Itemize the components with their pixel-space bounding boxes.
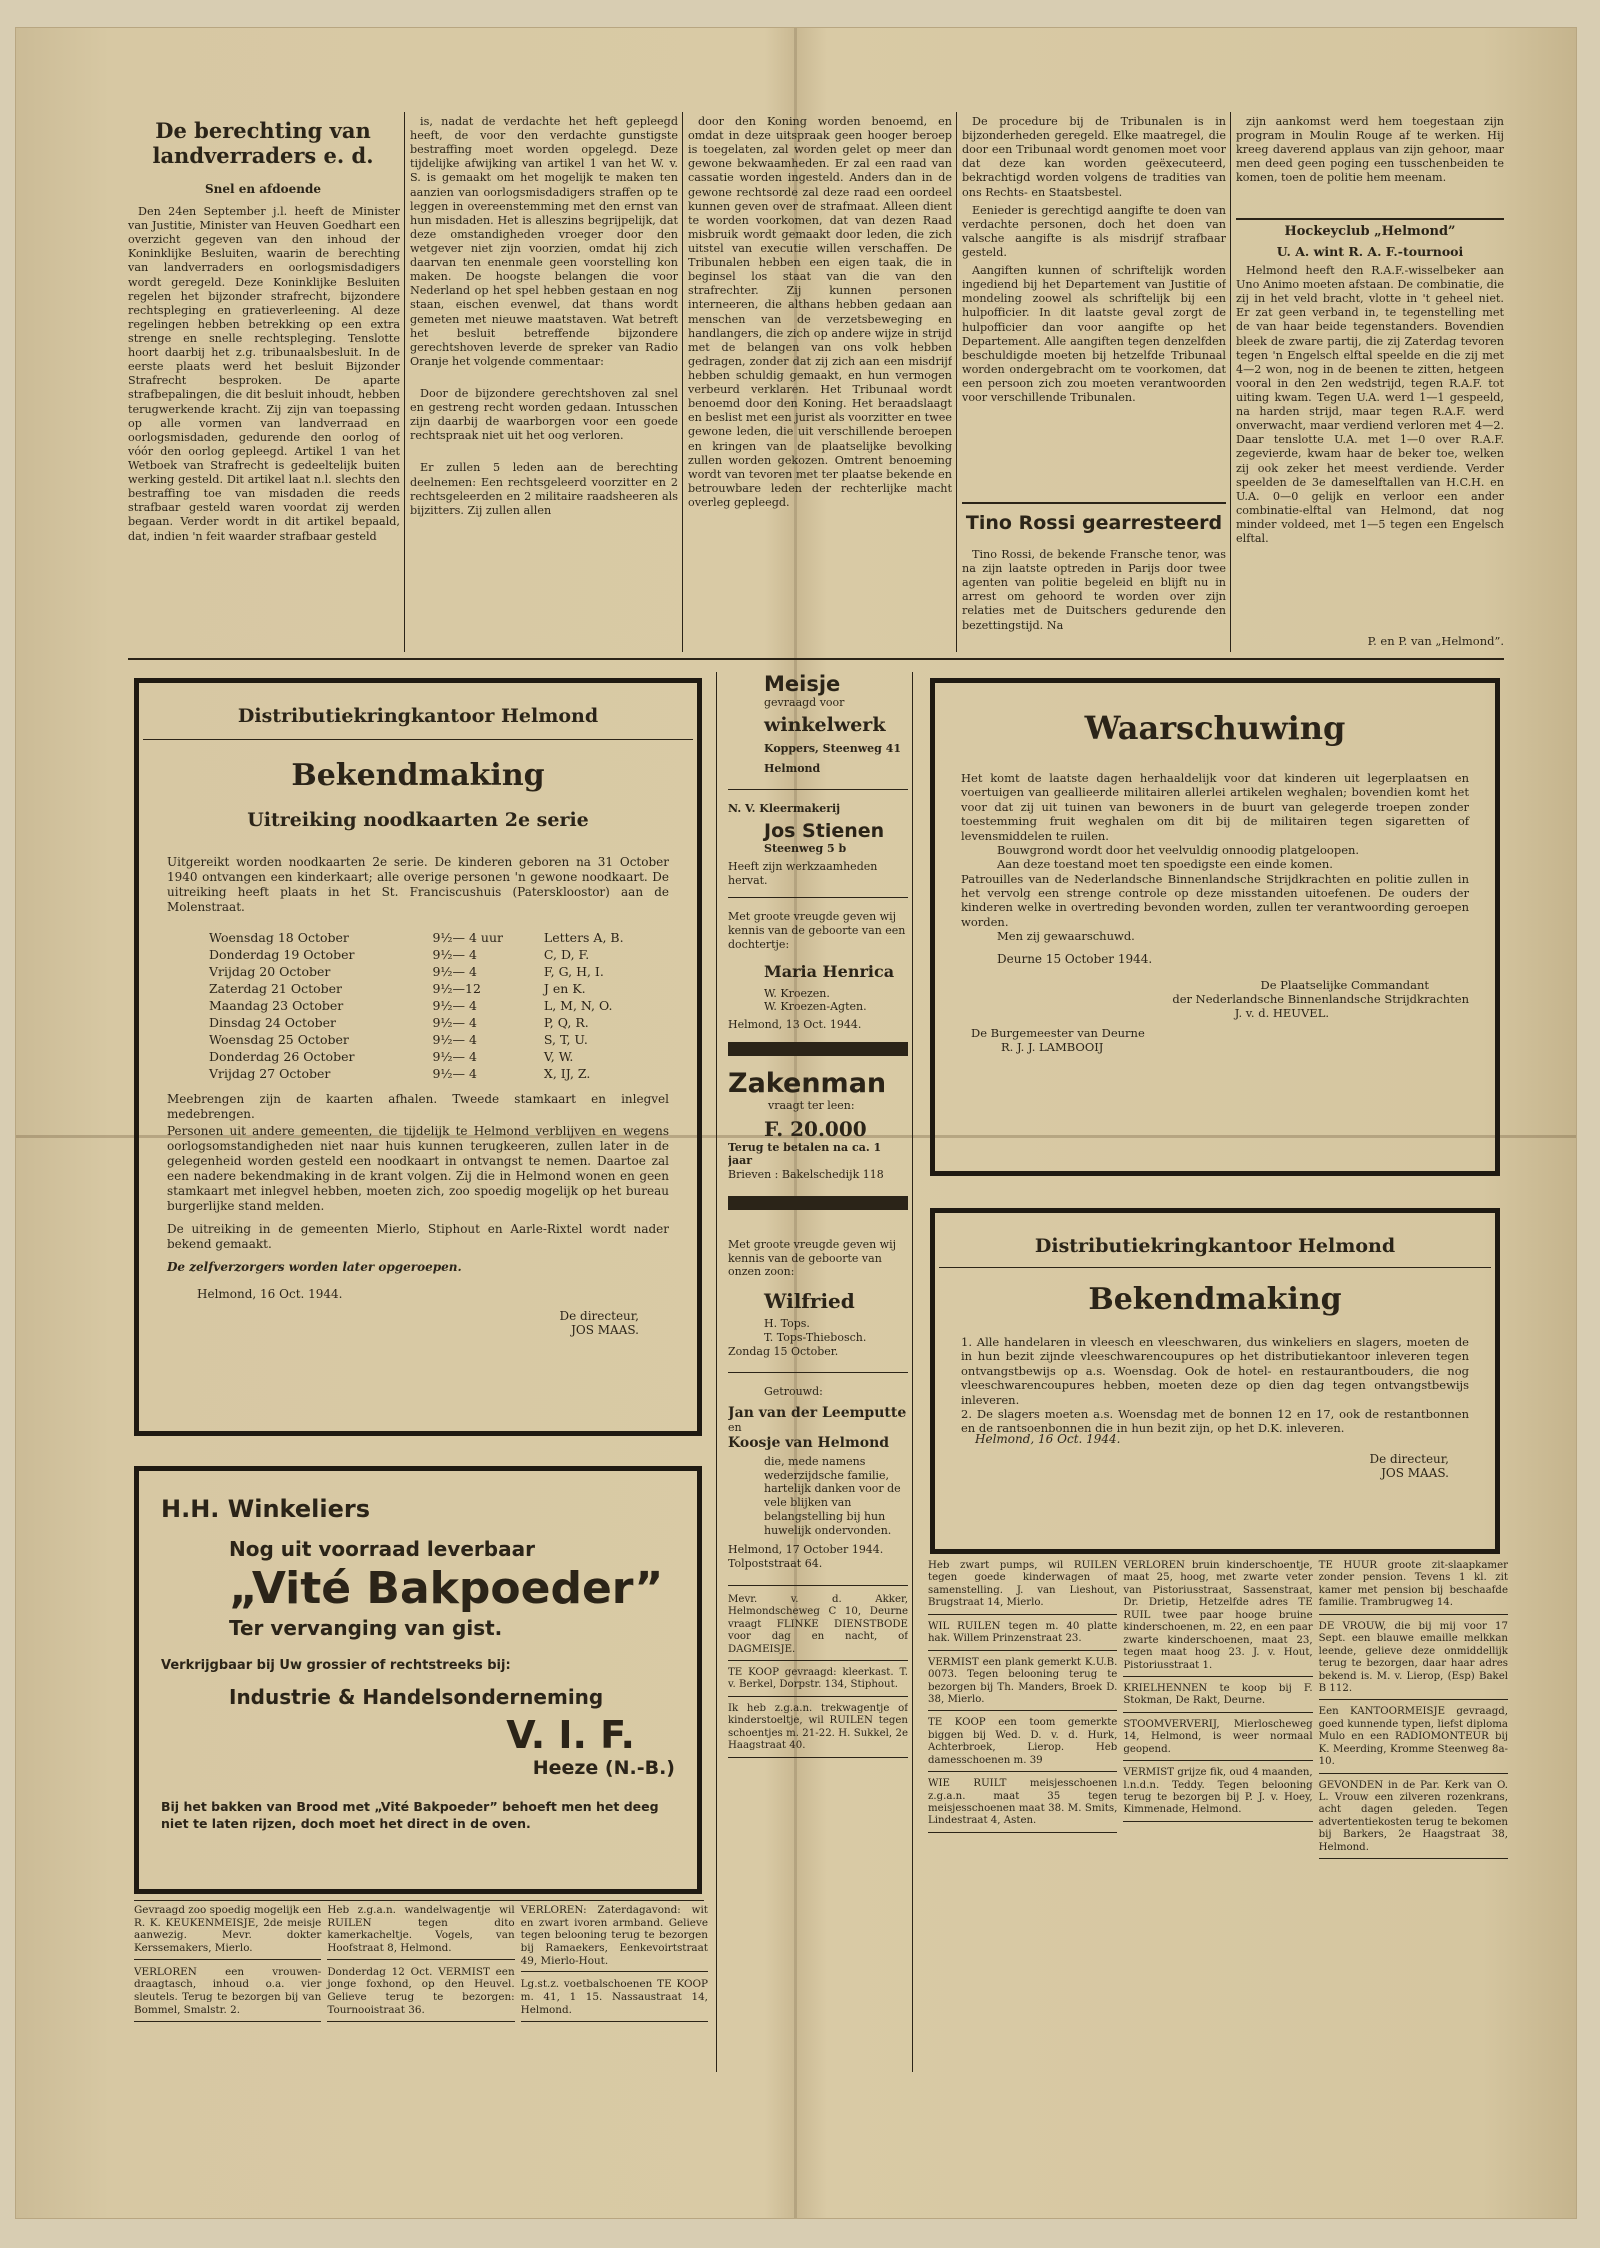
birth2-date: Zondag 15 October.	[728, 1344, 839, 1358]
meisje-sub: gevraagd voor	[764, 696, 845, 709]
director-title: De directeur,	[559, 1309, 639, 1323]
schedule-time: 9½— 4	[432, 964, 477, 979]
baking-note: Bij het bakken van Brood met „Vité Bakpoeder” behoeft men het deeg niet te laten rijzen, doch moet het direct in de oven.	[161, 1799, 659, 1831]
schedule-day: Maandag 23 October	[209, 998, 344, 1013]
schedule-row	[207, 997, 667, 1014]
schedule-day: Zaterdag 21 October	[209, 981, 343, 996]
schedule-time: 9½— 4	[432, 998, 477, 1013]
classified-ad: STOOMVERVERIJ, Mierloscheweg 14, Helmond, is weer normaal geopend.	[1123, 1719, 1312, 1761]
schedule-time: 9½— 4	[432, 1015, 477, 1030]
tribunalen-article: De procedure bij de Tribunalen is in bijzonderheden geregeld. Elke maatregel, die door een Tribunaal wordt genomen moet voor dat deze kan worden geëxecuteerd, bekrachtigd worden volgens de tradities van ons Rechts- en Staatsbestel. Eenieder is gerechtigd aangifte te doen van verdachte personen, doch het doen van valsche aangifte is als misdrijf strafbaar gesteld. Aangiften kunnen of schriftelijk worden ingediend bij het Departement van Justitie of mondeling zoowel als schriftelijk bij een hulpofficier. In dit laatste geval zorgt de hulpofficier dan voor aangifte op het Departement. Alle aangiften tegen denzelfden beschuldigde moeten bij hetzelfde Tribunaal worden ondergebracht om te voorkomen, dat een persoon zich zou moeten verantwoorden voor verschillende Tribunalen.	[962, 115, 1226, 405]
black-bar	[728, 1196, 908, 1210]
small-ads-right	[928, 1560, 1508, 2070]
meisje-city: Helmond	[764, 761, 821, 775]
schedule-day: Dinsdag 24 October	[209, 1015, 336, 1030]
column-rule	[956, 112, 957, 652]
office-name: Distributiekringkantoor Helmond	[1034, 1235, 1396, 1257]
black-bar	[728, 1042, 908, 1056]
bekendmaking-intro: Uitgereikt worden noodkaarten 2e serie. De kinderen geboren na 31 October 1940 ontvangen een kinderkaart; alle overige personen 'n gewone noodkaart. De uitreiking heeft plaats in het St. Franciscushuis (Paterskloostor) aan de Molenstraat.	[167, 855, 669, 914]
mayor-name: R. J. J. LAMBOOIJ	[1001, 1039, 1104, 1054]
schedule-letters: C, D, F.	[543, 947, 590, 962]
article-divider	[1236, 218, 1504, 220]
schedule-letters: P, Q, R.	[543, 1015, 589, 1030]
wedding-bride: Koosje van Helmond	[728, 1434, 890, 1451]
classified-ad: WIL RUILEN tegen m. 40 platte hak. Willem Prinzenstraat 23.	[928, 1621, 1117, 1651]
schedule-time: 9½— 4 uur	[432, 930, 504, 945]
hockey-headline: U. A. wint R. A. F.-tournooi	[1276, 244, 1464, 259]
bekendmaking-vleeschwaren	[930, 1208, 1500, 1554]
wedding-en: en	[728, 1421, 742, 1434]
meisje-address: Koppers, Steenweg 41	[764, 741, 902, 755]
middle-small-ads	[728, 1594, 908, 1758]
schedule-row	[207, 1031, 667, 1048]
schedule-time: 9½— 4	[432, 1049, 477, 1064]
commander-org: der Nederlandsche Binnenlandsche Strijdkrachten	[1172, 991, 1469, 1006]
article-title: De berechting van landverraders e. d.	[152, 118, 374, 169]
schedule-day: Donderdag 19 October	[209, 947, 355, 962]
schedule-time: 9½—12	[432, 981, 481, 996]
divider	[939, 1267, 1491, 1268]
schedule-letters: X, IJ, Z.	[543, 1066, 591, 1081]
waarschuwing-title: Waarschuwing	[1084, 709, 1346, 747]
director-name: JOS MAAS.	[1381, 1465, 1449, 1480]
birth1-intro: Met groote vreugde geven wij kennis van de geboorte van een dochtertje:	[728, 910, 906, 951]
classified-ad: Ik heb z.g.a.n. trekwagentje of kinderstoeltje, wil RUILEN tegen schoentjes m. 21-22. H. Sukkel, 2e Haagstraat 40.	[728, 1703, 908, 1758]
mayor-title: De Burgemeester van Deurne	[971, 1025, 1145, 1040]
warning-paragraph-4: Patrouilles van de Nederlandsche Binnenlandsche Strijdkrachten en politie zullen in het vervolg een strenge controle op deze misstanden uitoefenen. De ouders der kinderen welke in overtreding bevonden worden, zullen ter verantwoording geroepen worden.	[961, 871, 1469, 929]
column-rule	[1230, 112, 1231, 652]
classified-ad: VERMIST grijze fik, oud 4 maanden, l.n.d.n. Teddy. Tegen belooning terug te bezorgen bij P. J. v. Hoey, Kimmenade, Helmond.	[1123, 1767, 1312, 1822]
column-rule	[912, 672, 913, 2072]
product-name: „Vité Bakpoeder”	[229, 1563, 664, 1614]
schedule-row	[207, 929, 667, 946]
birth2-parent-1: H. Tops.	[764, 1317, 810, 1330]
small-ads-left	[134, 1904, 708, 2064]
hockey-intro: zijn aankomst werd hem toegestaan zijn program in Moulin Rouge af te werken. Hij kreeg daverend applaus van zijn gehoor, maar men deed geen poging een tusschenbeiden te komen, toen de politie hem meenam.	[1236, 115, 1504, 185]
ads-divider	[134, 1900, 704, 1901]
berechting-col-2: is, nadat de verdachte het heft gepleegd heeft, de voor den verdachte gunstigste bestraffing moet worden opgelegd. Deze tijdelijke afwijking van artikel 1 van het W. v. S. is gemaakt om het mogelijk te maken ten aanzien van oorlogsmisdadigers straffen op te leggen in overeenstemming met den ernst van hun misdaden. Het is alleszins begrijpelijk, dat deze omstandigheden vroeger door den wetgever niet zijn voorzien, omdat hij zich daarvan ten enenmale geen voorstelling kon maken. De hoogste belangen die voor Nederland op het spel hebben gestaan en nog staan, eischen evenwel, dat thans wordt gemeten met nieuwe maatstaven. Wat betreft het besluit betreffende bijzondere gerechtshoven leverde de spreker van Radio Oranje het volgende commentaar: Door de bijzondere gerechtshoven zal snel en gestreng recht worden gedaan. Intusschen zijn daarbij de waarborgen voor een goede rechtspraak niet uit het oog verloren. Er zullen 5 leden aan de berechting deelnemen: Een rechtsgeleerd voorzitter en 2 rechtsgeleerden en 2 militaire raadsheeren als bijzitters. Zij zullen allen	[410, 115, 678, 517]
article-divider	[962, 502, 1226, 504]
classified-ad: Heb zwart pumps, wil RUILEN tegen goede kinderwagen of samenstelling. J. van Lieshout, Brugstraat 14, Mierlo.	[928, 1560, 1117, 1615]
classified-ad: GEVONDEN in de Par. Kerk van O. L. Vrouw een zilveren rozenkrans, acht dagen geleden. Tegen advertentiekosten terug te bekomen bij Barkers, 2e Haagstraat 38, Helmond.	[1319, 1780, 1508, 1860]
birth1-name: Maria Henrica	[764, 961, 895, 981]
ads-column	[1319, 1560, 1508, 1865]
selfsupply-notice: De zelfverzorgers worden later opgeroepen.	[167, 1260, 462, 1274]
notice-paragraph-1: 1. Alle handelaren in vleesch en vleeschwaren, dus winkeliers en slagers, moeten de in hun bezit zijnde vleeschwarencoupures op het distributiekantoor inleveren tegen ontvangstbewijs op a.s. Woensdag. Ook de hotel- en restaurantbouders, die nog vleeschwarencoupures hebben, moeten deze op dien dag tegen ontvangstbewijs inleveren.	[961, 1335, 1469, 1407]
hockey-article: Helmond heeft den R.A.F.-wisselbeker aan Uno Animo moeten afstaan. De combinatie, die zij in het veld bracht, vlotte in 't geheel niet. Er zat geen verband in, te tegenstelling met de van haar beide tegenstanders. Bovendien bleek de zware partij, die zij Zaterdag tevoren tegen 'n Engelsch elftal speelde en die zij met 4—2 won, nog in de beenen te zitten, hetgeen vooral in den 2en wedstrijd, tegen R.A.F. tot uiting kwam. Tegen U.A. werd 1—1 gespeeld, na harden strijd, maar tegen R.A.F. werd onverwacht, maar verdiend verloren met 4—2. Daar tenslotte U.A. met 1—0 over R.A.F. zegevierde, kwam haar de beker toe, welken zij ook zeker het meest verdiende. Verder speelden de 3e dameselftallen van H.C.H. en U.A. 0—0 gelijk en verloor een ander combinatie-elftal van Helmond, dat nog minder voldeed, met 1—5 tegen een Engelsch elftal.	[1236, 264, 1504, 546]
director-title: De directeur,	[1369, 1451, 1449, 1466]
commander-title: De Plaatselijke Commandant	[1260, 977, 1429, 992]
classified-ad: TE KOOP gevraagd: kleerkast. T. v. Berkel, Dorpstr. 134, Stiphout.	[728, 1667, 908, 1697]
wedding-place: Helmond, 17 October 1944.	[728, 1543, 884, 1557]
notice-date: Helmond, 16 Oct. 1944.	[975, 1431, 1121, 1446]
classified-ad: Gevraagd zoo spoedig mogelijk een R. K. KEUKENMEISJE, 2de meisje aanwezig. Mevr. dokter Kerssemakers, Mierlo.	[134, 1904, 321, 1960]
company-name: Industrie & Handelsonderneming	[229, 1685, 604, 1709]
hockey-signature: P. en P. van „Helmond”.	[1367, 634, 1504, 648]
schedule-row	[207, 963, 667, 980]
zakenman-sub: vraagt ter leen:	[768, 1098, 855, 1112]
vite-bakpoeder-ad	[134, 1466, 702, 1894]
wedding-address: Tolpoststraat 64.	[728, 1557, 823, 1570]
distribution-schedule	[207, 929, 667, 1082]
schedule-day: Vrijdag 27 October	[209, 1066, 331, 1081]
schedule-letters: Letters A, B.	[543, 930, 624, 945]
bekendmaking-title: Bekendmaking	[291, 758, 545, 793]
company-place: Heeze (N.-B.)	[532, 1757, 675, 1779]
birth2-name: Wilfried	[764, 1289, 855, 1313]
schedule-row	[207, 980, 667, 997]
column-rule	[682, 112, 683, 652]
schedule-time: 9½— 4	[432, 1066, 477, 1081]
schedule-row	[207, 946, 667, 963]
jos-stienen: Jos Stienen	[764, 820, 885, 842]
berechting-title-block	[128, 118, 398, 180]
product-purpose: Ter vervanging van gist.	[229, 1616, 503, 1640]
office-name: Distributiekringkantoor Helmond	[237, 705, 599, 727]
classified-ad: Donderdag 12 Oct. VERMIST een jonge foxhond, op den Heuvel. Gelieve terug te bezorgen: Tournooistraat 36.	[327, 1966, 514, 2022]
schedule-row	[207, 1014, 667, 1031]
classified-ad: VERLOREN: Zaterdagavond: wit en zwart ivoren armband. Gelieve tegen belooning terug te bezorgen bij Ramaekers, Eenkevoirtstraat 49, Mierlo-Hout.	[521, 1904, 708, 1972]
column-rule	[404, 112, 405, 652]
wedding-groom: Jan van der Leemputte	[728, 1405, 907, 1421]
bekendmaking-noodkaarten	[134, 678, 702, 1436]
waarschuwing-notice	[930, 678, 1500, 1176]
article-subtitle: Snel en afdoende	[204, 182, 321, 196]
zakenman-title: Zakenman	[728, 1067, 887, 1099]
schedule-day: Vrijdag 20 October	[209, 964, 331, 979]
birth1-parent-2: W. Kroezen-Agten.	[764, 1000, 867, 1014]
schedule-day: Donderdag 26 October	[209, 1049, 355, 1064]
notice-paragraph-2: 2. De slagers moeten a.s. Woensdag met de bonnen 12 en 17, ook de restantbonnen en de rantsoenbonnen die in hun bezit zijn, op het D.K. inleveren.	[961, 1406, 1469, 1436]
warning-paragraph-2: Bouwgrond wordt door het veelvuldig onnoodig platgeloopen.	[997, 842, 1360, 857]
meisje-work: winkelwerk	[764, 713, 886, 736]
other-municipalities-notice: Personen uit andere gemeenten, die tijdelijk te Helmond verblijven en wegens oorlogsomstandigheden niet naar huis kunnen terugkeeren, zullen later in de gelegenheid worden gesteld een noodkaart in ontvangst te nemen. Daartoe zal een nadere bekendmaking in de krant volgen. Zij die in Helmond wonen en geen stamkaart met inlegvel hebben, moeten zich, zoo spoedig mogelijk op het bureau burgerlijke stand melden.	[167, 1124, 669, 1213]
ad-subheading: Nog uit voorraad leverbaar	[229, 1537, 535, 1561]
kleermakerij-name: N. V. Kleermakerij	[728, 802, 841, 816]
schedule-row	[207, 1065, 667, 1082]
meisje-title: Meisje	[764, 672, 841, 696]
classified-ad: TE HUUR groote zit-slaapkamer zonder pension. Tevens 1 kl. zit kamer met pension bij beschaafde familie. Trambrugweg 14.	[1319, 1560, 1508, 1615]
birth2-intro: Met groote vreugde geven wij kennis van de geboorte van onzen zoon:	[728, 1237, 897, 1279]
classified-ad: VERLOREN een vrouwen-draagtasch, inhoud o.a. vier sleutels. Terug te bezorgen bij van Bommel, Smalstr. 2.	[134, 1966, 321, 2022]
classified-ad: KRIELHENNEN te koop bij F. Stokman, De Rakt, Deurne.	[1123, 1683, 1312, 1713]
zakenman-box: Brieven : Bakelschedijk 118	[728, 1168, 884, 1181]
ads-column	[1123, 1560, 1312, 1865]
tino-article: Tino Rossi, de bekende Fransche tenor, was na zijn laatste optreden in Parijs door twee agenten van politie begeleid en blijft nu in arrest om gehoord te worden over zijn relaties met de Duitschers gedurende den bezettingstijd. Na	[962, 548, 1226, 632]
classified-ad: TE KOOP een toom gemerkte biggen bij Wed. D. v. d. Hurk, Achterbroek, Lierop. Heb damesschoenen m. 39	[928, 1717, 1117, 1772]
bring-notice: Meebrengen zijn de kaarten afhalen. Tweede stamkaart en inlegvel medebrengen.	[167, 1092, 669, 1121]
column-rule	[716, 672, 717, 2072]
berechting-col-1: Den 24en September j.l. heeft de Minister van Justitie, Minister van Heuven Goedhart een overzicht gegeven van den inhoud der Koninklijke Besluiten, waarin de berechting van landverraders en oorlogsmisdadigers wordt geregeld. Deze Koninklijke Besluiten regelen het bijzonder strafrecht, bijzondere rechtspleging en gratieverleening. Al deze regelingen hebben betrekking op een extra strenge en snelle rechtspleging. Tenslotte hoort daarbij het z.g. tribunaalsbesluit. In de eerste plaats werd het besluit Bijzonder Strafrecht besproken. De aparte strafbepalingen, die dit besluit inhoudt, hebben terugwerkende kracht. Zij zijn van toepassing op alle vormen van landverraad en oorlogsmisdaden, gedurende den oorlog of vóór den oorlog gepleegd. Artikel 1 van het Wetboek van Strafrecht is gedeeltelijk buiten werking gesteld. Dit artikel laat n.l. slechts den bestraffing toe van misdaden die reeds strafbaar gesteld waren voordat zij werden begaan. Verder wordt in dit artikel bepaald, dat, indien 'n feit waarder strafbaar gesteld	[128, 205, 400, 543]
schedule-letters: F, G, H, I.	[543, 964, 604, 979]
warning-paragraph-5: Men zij gewaarschuwd.	[997, 929, 1135, 944]
company-logo-text: V. I. F.	[506, 1713, 635, 1757]
bekendmaking-subtitle: Uitreiking noodkaarten 2e serie	[247, 809, 589, 831]
birth1-place: Helmond, 13 Oct. 1944.	[728, 1018, 862, 1031]
ad-heading: H.H. Winkeliers	[161, 1495, 370, 1523]
divider	[728, 1585, 908, 1586]
ads-column	[134, 1904, 321, 2028]
schedule-time: 9½— 4	[432, 1032, 477, 1047]
berechting-col-3: door den Koning worden benoemd, en omdat in deze uitspraak geen hooger beroep is toegelaten, zal worden gelet op meer dan gewone bekwaamheden. Er zal een raad van cassatie worden ingesteld. Anders dan in de gewone rechtsorde zal deze raad een oordeel kunnen geven over de strafmaat. Alleen dient te worden voorkomen, dat van dezen Raad misbruik wordt gemaakt door leden, die zich uitstel van executie willen verschaffen. De Tribunalen hebben een eigen taak, die in beginsel los staat van die van den strafrechter. Zij kunnen personen interneeren, die althans hebben gedaan aan menschen van de verzetsbeweging en handlangers, die zich op andere wijze in strijd met de belangen van ons volk hebben gedragen, zonder dat zij zich aan een misdrijf hebben schuldig gemaakt, en hun vermogen verbeurd verklaren. Het Tribunaal wordt benoemd door den Koning. Het beraadslaagt en beslist met een jurist als voorzitter en twee gewone leden, die uit verschillende beroepen en kringen van de plaatselijke bevolking zullen worden gekozen. Omtrent benoeming wordt van tevoren met ter plaatse bekende en betrouwbare leden der rechterlijke macht overleg gepleegd.	[688, 115, 952, 509]
schedule-row	[207, 1048, 667, 1065]
bekendmaking-title: Bekendmaking	[1088, 1282, 1342, 1317]
classified-ad: Lg.st.z. voetbalschoenen TE KOOP m. 41, 1 15. Nassaustraat 14, Helmond.	[521, 1978, 708, 2021]
divider	[143, 739, 693, 740]
middle-ads-column	[728, 672, 908, 2072]
classified-ad: Heb z.g.a.n. wandelwagentje wil RUILEN tegen dito kamerkacheltje. Vogels, van Hoofstraat 8, Helmond.	[327, 1904, 514, 1960]
schedule-day: Woensdag 18 October	[209, 930, 349, 945]
classified-ad: Mevr. v. d. Akker, Helmondscheweg C 10, Deurne vraagt FLINKE DIENSTBODE voor dag en nacht, of DAGMEISJE.	[728, 1594, 908, 1661]
classified-ad: WIE RUILT meisjesschoenen z.g.a.n. maat 35 tegen meisjesschoenen maat 38. M. Smits, Lindestraat 4, Asten.	[928, 1778, 1117, 1833]
wedding-text: die, mede namens wederzijdsche familie, hartelijk danken voor de vele blijken van belangstelling bij hun huwelijk ondervonden.	[764, 1454, 901, 1537]
birth2-parent-2: T. Tops-Thiebosch.	[764, 1330, 867, 1344]
warning-paragraph-3: Aan deze toestand moet ten spoedigste een einde komen.	[997, 857, 1333, 872]
ads-column	[327, 1904, 514, 2028]
schedule-day: Woensdag 25 October	[209, 1032, 349, 1047]
classified-ad: Een KANTOORMEISJE gevraagd, goed kunnende typen, liefst diploma Mulo en een RADIOMONTEUR bij K. Meerding, Kromme Steenweg 8a-10.	[1319, 1706, 1508, 1773]
schedule-letters: J en K.	[543, 981, 586, 996]
classified-ad: DE VROUW, die bij mij voor 17 Sept. een blauwe emaille melkkan leende, gelieve deze onmiddellijk terug te bezorgen, daar haar adres bekend is. M. v. Lierop, (Esp) Bakel B 112.	[1319, 1621, 1508, 1701]
tino-title: Tino Rossi gearresteerd	[965, 512, 1223, 534]
notice-date: Helmond, 16 Oct. 1944.	[197, 1287, 343, 1301]
classified-ad: VERLOREN bruin kinderschoentje, maat 25, hoog, met zwarte veter van Pistoriusstraat, Sassenstraat, Dr. Drietip, Hetzelfde adres TE RUIL twee paar hooge bruine kinderschoenen, m. 22, en een paar zwarte kinderschoenen, maat 23, tegen maat hoog 23. J. v. Hout, Pistoriusstraat 1.	[1123, 1560, 1312, 1677]
jos-address: Steenweg 5 b	[764, 842, 847, 855]
schedule-time: 9½— 4	[432, 947, 477, 962]
warning-date: Deurne 15 October 1944.	[997, 951, 1153, 966]
zakenman-terms: Terug te betalen na ca. 1 jaar	[728, 1140, 882, 1168]
commander-name: J. v. d. HEUVEL.	[1234, 1005, 1329, 1020]
director-name: JOS MAAS.	[571, 1323, 639, 1337]
divider	[728, 897, 908, 898]
section-divider	[128, 658, 1504, 660]
availability-text: Verkrijgbaar bij Uw grossier of rechtstreeks bij:	[161, 1658, 511, 1673]
jos-text: Heeft zijn werkzaamheden hervat.	[728, 859, 878, 887]
schedule-letters: L, M, N, O.	[543, 998, 613, 1013]
ads-column	[521, 1904, 708, 2028]
hockey-club: Hockeyclub „Helmond”	[1284, 224, 1456, 239]
mierlo-notice: De uitreiking in de gemeenten Mierlo, Stiphout en Aarle-Rixtel wordt nader bekend gemaakt.	[167, 1222, 669, 1251]
warning-paragraph-1: Het komt de laatste dagen herhaaldelijk voor dat kinderen uit legerplaatsen en voertuigen van geallieerde militairen allerlei artikelen weghalen; bovendien komt het voor dat zij uit tuinen van bewoners in de buurt van gelegerde troepen zonder toestemming fruit weghalen om dit bij de militairen tegen sigaretten of levensmiddelen te ruilen.	[961, 771, 1469, 843]
ads-column	[928, 1560, 1117, 1865]
divider	[728, 1372, 908, 1373]
wedding-label: Getrouwd:	[764, 1385, 823, 1399]
birth1-parent-1: W. Kroezen.	[764, 986, 830, 1000]
zakenman-amount: F. 20.000	[764, 1116, 867, 1141]
divider	[728, 789, 908, 790]
schedule-letters: V, W.	[543, 1049, 574, 1064]
schedule-letters: S, T, U.	[543, 1032, 588, 1047]
classified-ad: VERMIST een plank gemerkt K.U.B. 0073. Tegen belooning terug te bezorgen bij Th. Manders, Broek D. 38, Mierlo.	[928, 1657, 1117, 1712]
